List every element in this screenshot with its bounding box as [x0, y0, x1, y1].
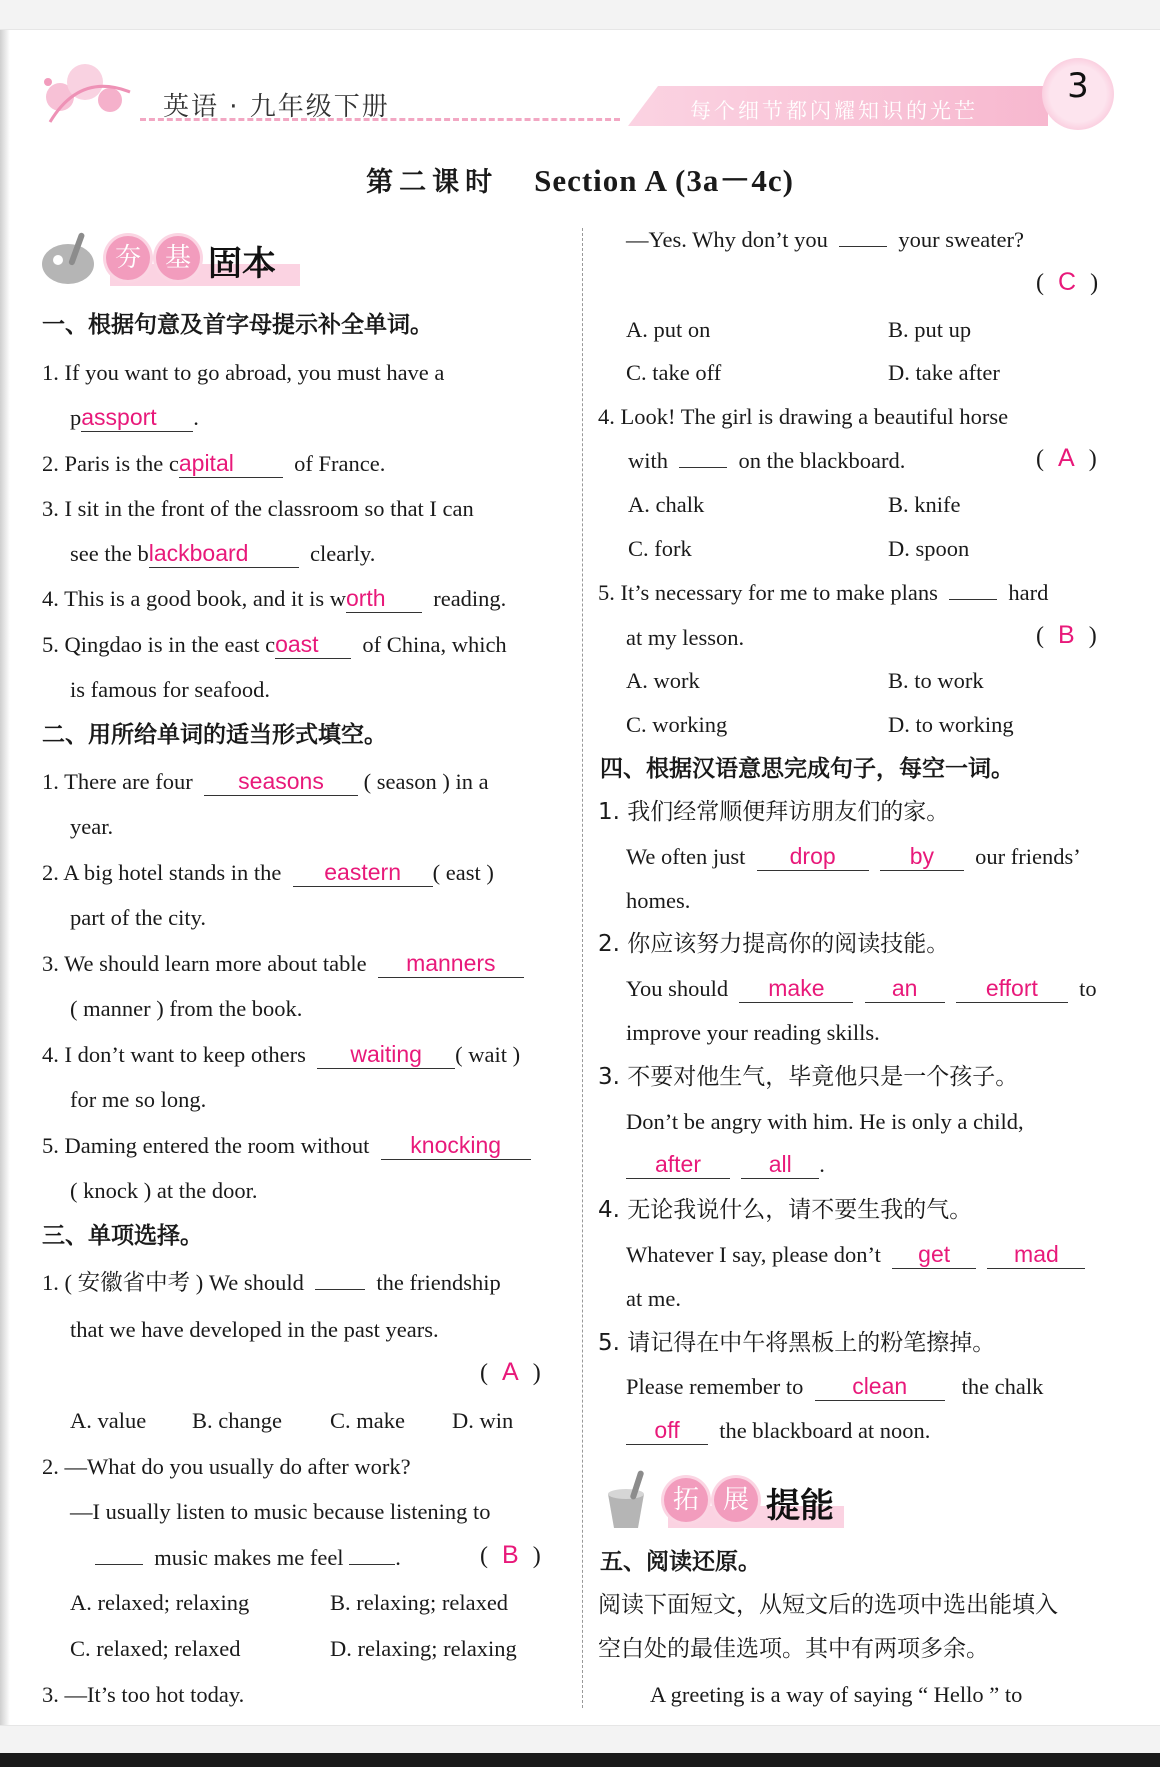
part1-q2-blank: [179, 450, 283, 478]
part2-q5-text: 5. Daming entered the room without: [42, 1133, 370, 1158]
part3-q5-opt-d: D. to working: [888, 712, 1014, 737]
part3-q1-answer-box: ( A ): [480, 1358, 541, 1386]
part1-q4-answer: orth: [345, 585, 386, 611]
part2-q2-line1: [42, 858, 494, 888]
part1-q1-line2: passport .: [70, 404, 199, 430]
part3-q4-opt-d: D. spoon: [888, 536, 970, 561]
part4-q4-line2: at me.: [626, 1286, 681, 1311]
part3-q4-line2: [628, 446, 905, 476]
part2-q1-answer: seasons: [238, 768, 324, 794]
part4-q1-line1: [626, 842, 1081, 872]
page-spine-shadow: [0, 30, 10, 1725]
part3-q1-line1: [42, 1268, 501, 1298]
badge-word: 固本: [208, 244, 276, 284]
part4-q5-line2: [626, 1416, 930, 1446]
part4-q5-answer2: off: [654, 1417, 680, 1443]
part3-q5-opt-c: C. working: [626, 712, 728, 737]
part3-q2-opt-c: C. relaxed; relaxed: [70, 1636, 241, 1661]
part3-q2-line3: music makes me feel .: [95, 1543, 401, 1573]
part4-q2-blank1: [739, 975, 853, 1003]
part1-q5-answer: oast: [275, 631, 319, 657]
part3-q2-opt-a: A. relaxed; relaxing: [70, 1590, 250, 1615]
part4-q5-tail: the chalk: [961, 1374, 1044, 1399]
part3-q4-tail: on the blackboard.: [738, 448, 906, 473]
part2-q2-blank: [293, 859, 433, 887]
part4-q1-answer2: by: [909, 843, 935, 869]
part2-q1-blank: [204, 768, 358, 796]
part2-q1-line1: [42, 767, 489, 797]
part1-q2-tail: of France.: [294, 451, 386, 476]
part4-q2-answer1: make: [768, 975, 825, 1001]
part2-q3-answer: manners: [406, 950, 496, 976]
part3-q4-opt-b: B. knife: [888, 492, 961, 517]
part1-q2-answer: apital: [178, 450, 234, 476]
part1-q3-answer: lackboard: [148, 540, 249, 566]
part2-q2-hint: ( east ): [432, 860, 494, 885]
part1-q5-blank: [275, 631, 351, 659]
part2-q1-line2: year.: [70, 814, 114, 839]
part1-title: 一、根据句意及首字母提示补全单词。: [42, 312, 433, 338]
part4-q2-tail: to: [1079, 976, 1097, 1001]
part3-q4-opt-c: C. fork: [628, 536, 692, 561]
part3-q3-text: —Yes. Why don’t you: [626, 227, 828, 252]
part1-q3-text2: see the b: [70, 541, 149, 566]
part1-q3-line2: [70, 539, 375, 569]
part1-q3-text: 3. I sit in the front of the classroom so that I can: [42, 496, 474, 521]
part4-q1-blank1: [757, 843, 869, 871]
part3-q5-answer-box: ( B ): [1036, 621, 1097, 649]
part2-title: 二、用所给单词的适当形式填空。: [42, 722, 387, 748]
part3-q2-line1: 2. —What do you usually do after work?: [42, 1454, 411, 1479]
part4-title: 四、根据汉语意思完成句子，每空一词。: [600, 756, 1014, 782]
part5-title: 五、阅读还原。: [600, 1549, 761, 1575]
part4-q3-blank2: [741, 1151, 819, 1179]
part3-q3-answer-box: ( C ): [1036, 268, 1099, 296]
part2-q3-text: 3. We should learn more about table: [42, 951, 367, 976]
part4-q3-line1: Don’t be angry with him. He is only a child,: [626, 1109, 1024, 1134]
part2-q5-line1: [42, 1131, 531, 1161]
part3-q4-blank: [679, 467, 727, 468]
column-divider: [582, 228, 583, 1708]
part3-q2-blank1: [95, 1564, 143, 1565]
part4-q4-blank1: [892, 1241, 976, 1269]
part3-q1-answer: A: [502, 1358, 519, 1386]
part1-q3-blank: [149, 540, 299, 568]
part3-q4-text2: with: [628, 448, 669, 473]
part4-q1-answer1: drop: [789, 843, 836, 869]
part3-q1-opt-d: D. win: [452, 1408, 514, 1433]
part3-q3-line2: [626, 225, 1024, 255]
part2-q5-blank: [381, 1132, 531, 1160]
part4-q5-line1: [626, 1372, 1043, 1402]
part2-q4-blank: [317, 1041, 455, 1069]
part4-q1-text: We often just: [626, 844, 746, 869]
part1-q5-text: 5. Qingdao is in the east c: [42, 632, 276, 657]
part4-q2-text: You should: [626, 976, 729, 1001]
header-dashed-line: [140, 118, 620, 121]
part3-q1-opt-c: C. make: [330, 1408, 405, 1433]
part2-q5-answer: knocking: [410, 1132, 502, 1158]
part3-q4-text: 4. Look! The girl is drawing a beautiful horse: [598, 404, 1009, 429]
part3-q3-blank: [839, 246, 887, 247]
part4-q2-answer3: effort: [985, 975, 1038, 1001]
part1-q5-line1: [42, 630, 507, 660]
lesson-title-cn: 第二课时: [366, 167, 499, 198]
part4-q4-line1: [626, 1240, 1085, 1270]
part4-q5-blank1: [815, 1373, 945, 1401]
part2-q4-hint: ( wait ): [455, 1042, 521, 1067]
part1-q4-text: 4. This is a good book, and it is w: [42, 586, 346, 611]
part3-q2-line2: —I usually listen to music because listening to: [70, 1499, 491, 1524]
part3-q1-text: 1. ( 安徽省中考 ) We should: [42, 1270, 304, 1295]
part4-q5-tail2: the blackboard at noon.: [719, 1418, 931, 1443]
part3-q3-opt-a: A. put on: [626, 317, 711, 342]
part1-q4: [42, 584, 506, 614]
part1-q1-line1: [42, 358, 562, 388]
part4-q3-answer1: after: [654, 1151, 702, 1177]
part4-q3-line2: after all .: [626, 1150, 825, 1180]
part4-q1-line2: homes.: [626, 888, 691, 913]
header-motto: 每个细节都闪耀知识的光芒: [690, 99, 978, 123]
part4-q5-cn: 5. 请记得在中午将黑板上的粉笔擦掉。: [598, 1330, 996, 1356]
part4-q4-text: Whatever I say, please don’t: [626, 1242, 881, 1267]
book-title: 英语 · 九年级下册: [163, 92, 390, 122]
part1-q2-text: 2. Paris is the c: [42, 451, 179, 476]
part5-intro-line2: 空白处的最佳选项。其中有两项多余。: [598, 1636, 989, 1662]
part2-q4-answer: waiting: [350, 1041, 422, 1067]
part4-q1-tail: our friends’: [975, 844, 1081, 869]
part2-q1-text: 1. There are four: [42, 769, 193, 794]
part1-q1-answer: assport: [81, 404, 157, 430]
section-badge-foundation: [40, 228, 300, 288]
part4-q4-blank2: [987, 1241, 1085, 1269]
part2-q4-line2: for me so long.: [70, 1087, 207, 1112]
part4-q3-answer2: all: [768, 1151, 792, 1177]
bottom-edge: [0, 1753, 1160, 1767]
part3-q3-tail: your sweater?: [898, 227, 1024, 252]
part4-q5-text: Please remember to: [626, 1374, 804, 1399]
part4-q2-line2: improve your reading skills.: [626, 1020, 880, 1045]
badge-char-1: 拓: [664, 1478, 708, 1522]
part1-q3-line1: [42, 494, 562, 524]
part3-q4-answer-box: ( A ): [1036, 444, 1097, 472]
part3-q5-answer: B: [1058, 621, 1075, 649]
part3-q4-answer: A: [1058, 444, 1075, 472]
part1-q3-tail: clearly.: [309, 541, 376, 566]
part4-q5-answer1: clean: [852, 1373, 908, 1399]
part4-q2-blank3: [956, 975, 1068, 1003]
part2-q1-hint: ( season ) in a: [363, 769, 489, 794]
part3-q1-tail: the friendship: [376, 1270, 501, 1295]
part4-q1-cn: 1. 我们经常顺便拜访朋友们的家。: [598, 799, 950, 825]
part3-q3-opt-d: D. take after: [888, 360, 1000, 385]
part2-q3-line1: [42, 949, 524, 979]
part3-q2-answer-box: ( B ): [480, 1541, 541, 1569]
part4-q2-line1: [626, 974, 1097, 1004]
part3-q4-line1: [598, 402, 1116, 432]
part2-q4-line1: [42, 1040, 520, 1070]
part3-q5-opt-a: A. work: [626, 668, 700, 693]
part3-q2-opt-b: B. relaxing; relaxed: [330, 1590, 509, 1615]
part3-q5-text: 5. It’s necessary for me to make plans: [598, 580, 938, 605]
part4-q2-cn: 2. 你应该努力提高你的阅读技能。: [598, 931, 950, 957]
part5-passage-text: A greeting is a way of saying “ Hello ” to: [650, 1682, 1023, 1707]
palette-icon: [40, 228, 100, 288]
part3-q1-opt-b: B. change: [192, 1408, 282, 1433]
part1-q5-line2: is famous for seafood.: [70, 677, 270, 702]
part3-q5-opt-b: B. to work: [888, 668, 984, 693]
floral-ornament-icon: [40, 52, 140, 132]
part5-passage-line1: [650, 1680, 1116, 1710]
part2-q5-line2: ( knock ) at the door.: [70, 1178, 258, 1203]
part1-q5-tail: of China, which: [362, 632, 507, 657]
part3-q4-opt-a: A. chalk: [628, 492, 705, 517]
part3-q3-opt-b: B. put up: [888, 317, 972, 342]
part4-q2-blank2: [865, 975, 945, 1003]
part4-q4-answer2: mad: [1014, 1241, 1059, 1267]
part4-q2-answer2: an: [891, 975, 918, 1001]
part1-q4-tail: reading.: [433, 586, 507, 611]
part1-q4-blank: [346, 585, 422, 613]
badge-char-2: 展: [714, 1478, 758, 1522]
part3-q2-answer: B: [502, 1541, 519, 1569]
part2-q3-line2: ( manner ) from the book.: [70, 996, 303, 1021]
part2-q3-blank: [378, 950, 524, 978]
part4-q4-cn: 4. 无论我说什么，请不要生我的气。: [598, 1197, 973, 1223]
part2-q2-line2: part of the city.: [70, 905, 206, 930]
part4-q4-answer1: get: [918, 1241, 951, 1267]
part3-q5-line1: [598, 578, 1116, 608]
part4-q3-blank1: [626, 1151, 730, 1179]
part4-q3-cn: 3. 不要对他生气，毕竟他只是一个孩子。: [598, 1064, 1019, 1090]
part3-q3-line1: 3. —It’s too hot today.: [42, 1682, 245, 1707]
part1-q2: [42, 449, 385, 479]
badge-char-2: 基: [156, 236, 200, 280]
part4-q1-blank2: [880, 843, 964, 871]
part4-q5-blank2: [626, 1417, 708, 1445]
part2-q2-text: 2. A big hotel stands in the: [42, 860, 282, 885]
lesson-title-en: Section A (3a－4c): [534, 163, 794, 198]
badge-char-1: 夯: [106, 236, 150, 280]
paint-bucket-icon: [598, 1470, 658, 1530]
part3-q1-opt-a: A. value: [70, 1408, 147, 1433]
part1-q1-text: 1. If you want to go abroad, you must have a: [42, 360, 445, 385]
part5-intro-line1: 阅读下面短文，从短文后的选项中选出能填入: [598, 1592, 1058, 1618]
part3-q1-line2: that we have developed in the past years.: [70, 1317, 439, 1342]
part3-q3-answer: C: [1058, 268, 1077, 296]
part3-title: 三、单项选择。: [42, 1223, 203, 1249]
section-badge-extension: [598, 1470, 858, 1530]
part1-q1-prefix: p: [70, 405, 82, 430]
part2-q4-text: 4. I don’t want to keep others: [42, 1042, 306, 1067]
part2-q2-answer: eastern: [324, 859, 401, 885]
part1-q1-blank: [81, 404, 193, 432]
part3-q5-blank: [949, 599, 997, 600]
part3-q1-blank: [315, 1289, 365, 1290]
part3-q2-text: music makes me feel: [154, 1545, 344, 1570]
part3-q2-blank2: [349, 1564, 395, 1565]
lesson-title: [0, 155, 1160, 200]
part3-q5-line2: at my lesson.: [626, 625, 745, 650]
part3-q3-opt-c: C. take off: [626, 360, 722, 385]
part3-q2-opt-d: D. relaxing; relaxing: [330, 1636, 517, 1661]
part3-q5-tail: hard: [1008, 580, 1049, 605]
page-number: 3: [1067, 66, 1089, 106]
badge-word: 提能: [766, 1486, 834, 1526]
